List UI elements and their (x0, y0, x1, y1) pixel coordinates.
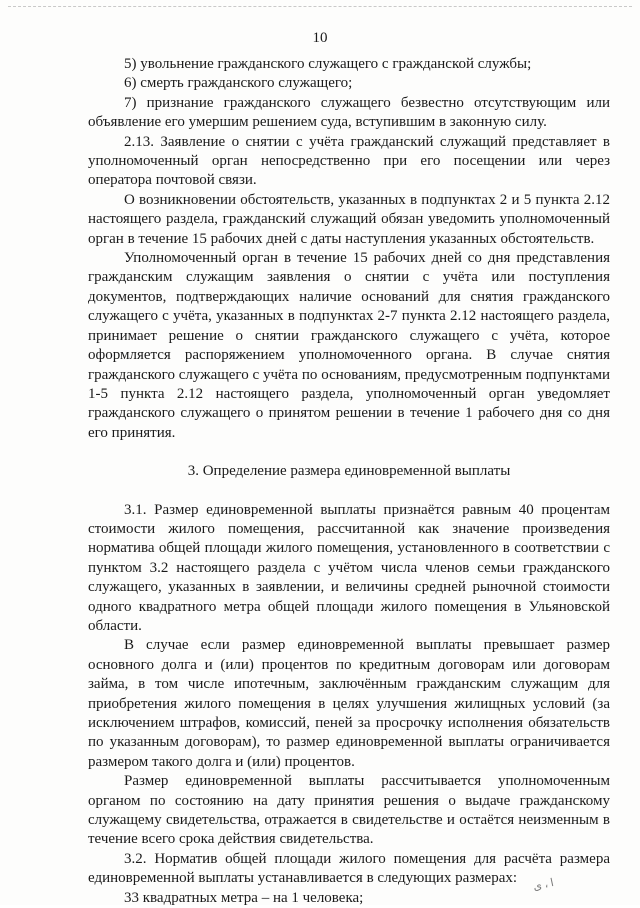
paragraph-3-2: 3.2. Норматив общей площади жилого помещения для расчёта размера единовременной выплаты устанавливается в следующих размерах: (88, 850, 610, 887)
paragraph-norm-1-person: 33 квадратных метра – на 1 человека; (124, 889, 364, 906)
scan-edge-line (8, 6, 632, 7)
paragraph-3-1: 3.1. Размер единовременной выплаты признаётся равным 40 процентам стоимости жилого помещения, рассчитанной как значение произведения норматива общей площади жилого помещения, установленного в соответствии с пунктом 3.2 настоящего раздела с учётом числа членов семьи гражданского служащего, указанных в заявлении, и величины средней рыночной стоимости одного квадратного метра общей площади жилого помещения в Ульяновской области. (88, 501, 610, 634)
paragraph-circumstances: О возникновении обстоятельств, указанных в подпунктах 2 и 5 пункта 2.12 настоящего раздела, гражданский служащий обязан уведомить уполномоченный орган в течение 15 рабочих дней с даты наступления указанных обстоятельств. (88, 191, 610, 247)
handwritten-mark: ا ، ی (532, 876, 556, 894)
paragraph-item-6: 6) смерть гражданского служащего; (124, 75, 353, 92)
paragraph-authorized-body: Уполномоченный орган в течение 15 рабочих дней со дня представления гражданским служащим заявления о снятии с учёта или поступления документов, подтверждающих наличие оснований для снятия гражданского служащего с учёта, указанных в подпунктах 2-7 пункта 2.12 настоящего раздела, принимает решение о снятии гражданского служащего с учёта, которое оформляется распоряжением уполномоченного органа. В случае снятия гражданского служащего с учёта по основаниям, предусмотренным подпунктами 1-5 пункта 2.12 настоящего раздела, уполномоченный орган уведомляет гражданского служащего о принятом решении в течение 1 рабочего дня со дня его принятия. (88, 250, 610, 441)
document-body (88, 55, 610, 908)
paragraph-2-13: 2.13. Заявление о снятии с учёта гражданский служащий представляет в уполномоченный орган непосредственно при его посещении или через оператора почтовой связи. (88, 133, 610, 189)
paragraph-item-5: 5) увольнение гражданского служащего с гражданской службы; (124, 56, 532, 72)
paragraph-loan-limit: В случае если размер единовременной выплаты превышает размер основного долга и (или) процентов по кредитным договорам или договорам займа, в том числе ипотечным, заключённым гражданским служащим для приобретения жилого помещения в целях улучшения жилищных условий (за исключением штрафов, комиссий, пеней за просрочку исполнения обязательств по указанным договорам), то размер единовременной выплаты ограничивается размером такого долга и (или) процентов. (88, 637, 610, 770)
page-number: 10 (312, 30, 328, 46)
paragraph-item-7: 7) признание гражданского служащего безвестно отсутствующим или объявление его умершим решением суда, вступившим в законную силу. (88, 94, 610, 131)
section-heading: 3. Определение размера единовременной выплаты (187, 463, 511, 480)
paragraph-calculation-date: Размер единовременной выплаты рассчитывается уполномоченным органом по состоянию на дату принятия решения о выдаче гражданскому служащему свидетельства, отражается в свидетельстве и остаётся неизменным в течение всего срока действия свидетельства. (88, 773, 610, 848)
